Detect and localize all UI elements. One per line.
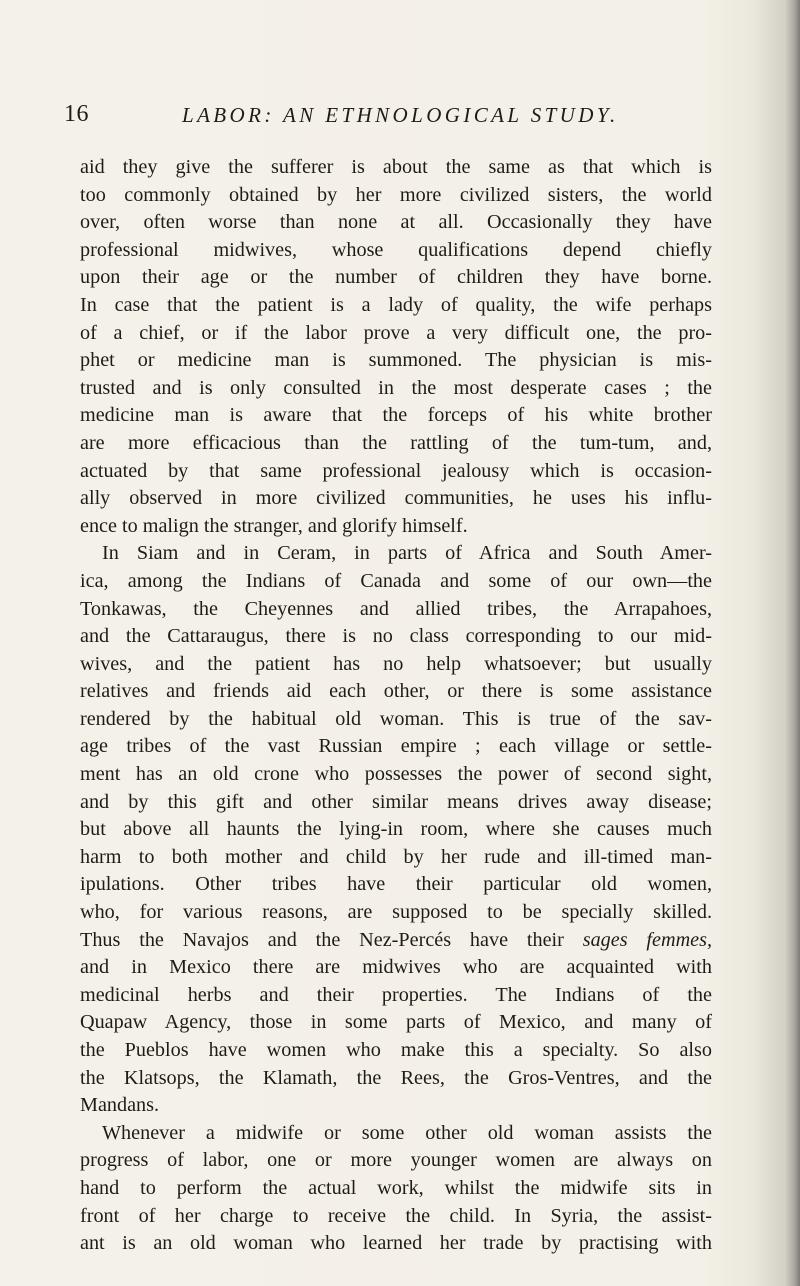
text-line: phet or medicine man is summoned. The physician is mis- [80,349,712,372]
page-header [64,101,724,133]
text-line: ence to malign the stranger, and glorify himself. [80,514,468,537]
text-line: and the Cattaraugus, there is no class corresponding to our mid- [80,625,712,648]
text-line: the Klatsops, the Klamath, the Rees, the Gros-Ventres, and the [80,1066,712,1089]
text-line: Quapaw Agency, those in some parts of Mexico, and many of [80,1011,712,1034]
text-segment: Thus the Navajos and the Nez-Percés have their [80,928,564,951]
text-line: harm to both mother and child by her rude and ill-timed man- [80,845,712,868]
text-line: too commonly obtained by her more civilized sisters, the world [80,183,712,206]
text-line: actuated by that same professional jealousy which is occasion- [80,459,712,482]
text-line: progress of labor, one or more younger women are always on [80,1149,712,1172]
running-head: LABOR: AN ETHNOLOGICAL STUDY. [182,103,619,127]
text-line: rendered by the habitual old woman. This is true of the sav- [80,707,712,730]
text-line: are more efficacious than the rattling of the tum-tum, and, [80,431,712,454]
text-line: medicinal herbs and their properties. The Indians of the [80,983,712,1006]
text-line: trusted and is only consulted in the most desperate cases ; the [80,376,712,399]
text-line: the Pueblos have women who make this a specialty. So also [80,1039,712,1061]
text-line: In case that the patient is a lady of quality, the wife perhaps [80,293,712,316]
text-line: over, often worse than none at all. Occasionally they have [80,211,712,234]
text-line: Tonkawas, the Cheyennes and allied tribes, the Arrapahoes, [80,597,712,620]
text-line: Mandans. [80,1094,160,1117]
text-line: Whenever a midwife or some other old woman assists the [102,1121,712,1144]
text-line: aid they give the sufferer is about the same as that which is [80,156,712,178]
text-line: front of her charge to receive the child. In Syria, the assist- [80,1204,712,1227]
text-line: age tribes of the vast Russian empire ; each village or settle- [80,735,712,758]
text-line: ipulations. Other tribes have their particular old women, [80,873,712,896]
text-line: and by this gift and other similar means drives away disease; [80,790,712,813]
text-line: upon their age or the number of children they have borne. [80,266,712,289]
text-line-with-italic [80,927,712,955]
text-line: who, for various reasons, are supposed to be specially skilled. [80,901,712,924]
text-line: hand to perform the actual work, whilst the midwife sits in [80,1176,712,1199]
text-line: of a chief, or if the labor prove a very difficult one, the pro- [80,321,712,344]
text-line: and in Mexico there are midwives who are acquainted with [80,956,712,979]
text-line: ment has an old crone who possesses the power of second sight, [80,763,712,786]
text-line: ica, among the Indians of Canada and some of our own—the [80,569,712,592]
text-line: wives, and the patient has no help whatsoever; but usually [80,652,712,675]
text-line: relatives and friends aid each other, or there is some assistance [80,680,712,703]
page-number: 16 [64,101,89,127]
page-edge [786,0,800,1286]
text-line: In Siam and in Ceram, in parts of Africa and South Amer- [102,542,712,565]
body-text [80,154,712,1258]
text-line: ally observed in more civilized communities, he uses his influ- [80,487,712,510]
text-line: but above all haunts the lying-in room, where she causes much [80,818,712,841]
text-line: ant is an old woman who learned her trade by practising with [80,1232,712,1255]
text-line: professional midwives, whose qualifications depend chiefly [80,238,712,261]
text-line: medicine man is aware that the forceps of his white brother [80,404,712,427]
italic-phrase: sages femmes, [582,928,713,951]
